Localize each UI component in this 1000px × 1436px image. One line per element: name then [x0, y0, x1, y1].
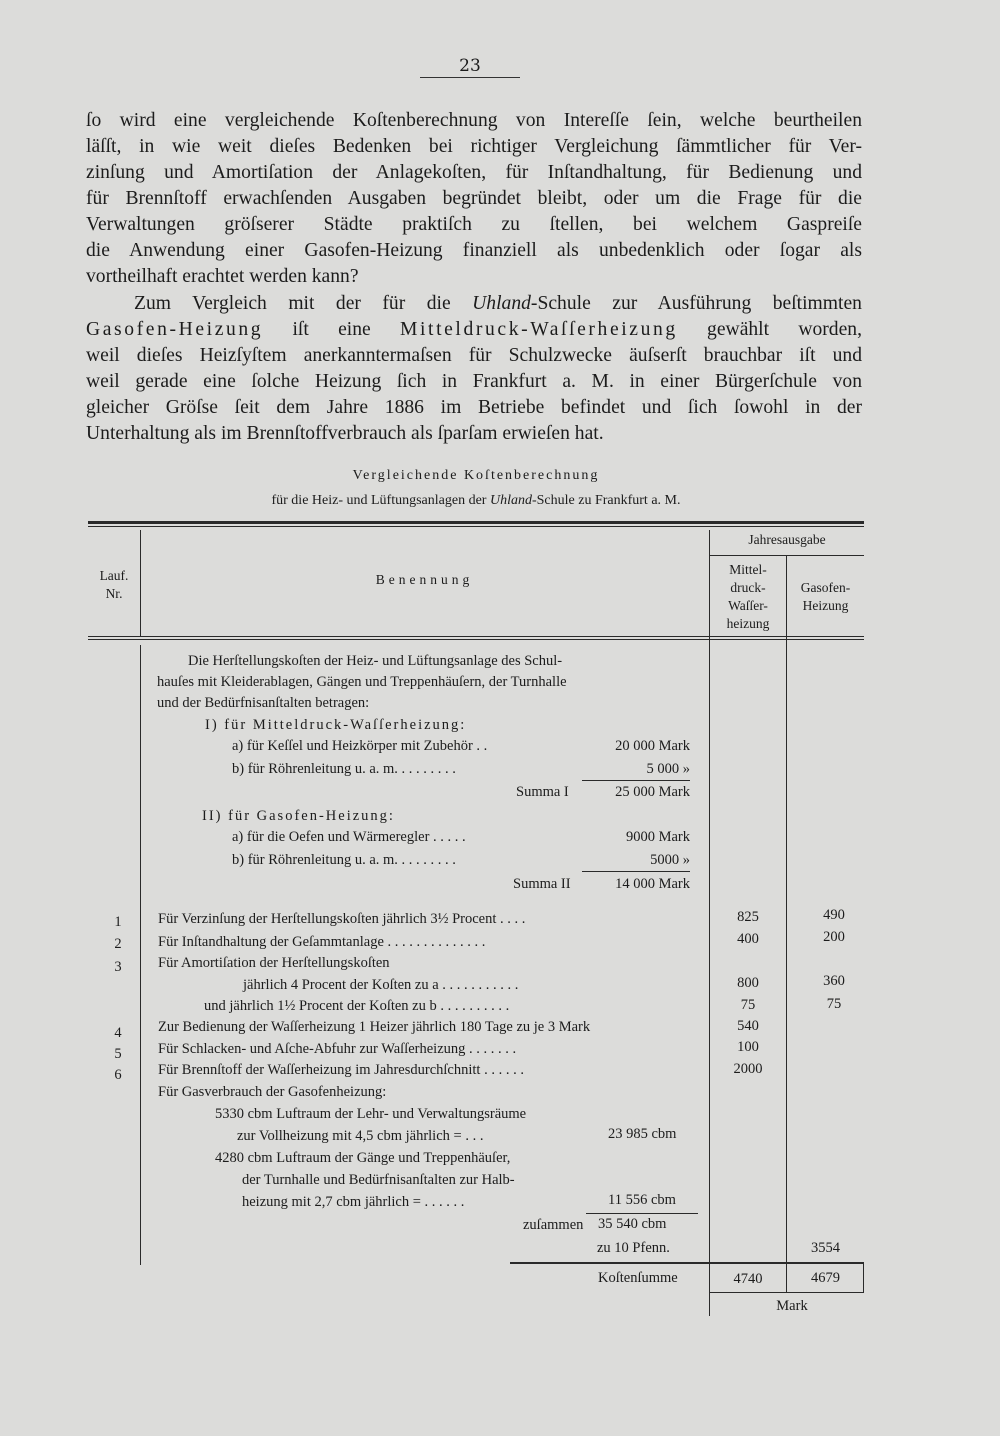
row-value-water: 75	[740, 997, 756, 1013]
sum-label: Summa II	[513, 876, 571, 892]
intro-line: Die Herſtellungskoſten der Heiz- und Lüftungsanlage des Schul-	[188, 653, 563, 669]
row-number: 2	[114, 936, 122, 952]
text-line: weil dieſes Heizſyſtem anerkanntermaſsen für Schulzwecke äuſserſt brauchbar iſt und	[86, 345, 862, 366]
cost-item: a) für die Oefen und Wärmeregler . . . . .	[232, 829, 466, 845]
row-text: Zur Bedienung der Waſſerheizung 1 Heizer jährlich 180 Tage zu je 3 Mark	[158, 1019, 591, 1035]
row-value-water: 800	[737, 975, 759, 991]
gas-value: 23 985 cbm	[608, 1126, 677, 1142]
gas-price-label: zu 10 Pfenn.	[597, 1240, 670, 1256]
text-line: ſo wird eine vergleichende Koſtenberechnung von Intereſſe ſein, welche beurtheilen	[86, 110, 862, 131]
row-value-water: 825	[737, 909, 759, 925]
cost-item: a) für Keſſel und Heizkörper mit Zubehör . .	[232, 738, 488, 754]
section-heading: II) für Gasofen-Heizung:	[202, 808, 395, 824]
sum-value: 25 000 Mark	[615, 784, 690, 800]
header-bottom-rule-2	[88, 639, 864, 640]
page-number: 23	[459, 56, 481, 76]
total-water: 4740	[733, 1271, 763, 1287]
section-heading: I) für Mitteldruck-Waſſerheizung:	[205, 717, 467, 733]
row-value-gas: 490	[823, 907, 845, 923]
cost-value: 5000 »	[650, 852, 690, 868]
total-label: Koſtenſumme	[598, 1270, 678, 1286]
cost-value: 5 000 »	[646, 761, 690, 777]
total-top-rule	[510, 1262, 864, 1264]
cost-value: 9000 Mark	[625, 829, 690, 845]
text-line: Verwaltungen gröſserer Städte praktiſch zu ſtellen, bei welchem Gaspreiſe	[86, 214, 862, 235]
text-line: für Brennſtoff erwachſenden Ausgaben begründet bleibt, oder um die Frage für die	[86, 188, 862, 209]
gas-sum-label: zuſammen	[523, 1217, 584, 1233]
text-line: zinſung und Amortiſation der Anlagekoſten, für Inſtandhaltung, für Bedienung und	[86, 162, 862, 183]
row-number: 4	[114, 1025, 122, 1041]
sum-label: Summa I	[516, 784, 569, 800]
row-value-gas: 360	[823, 973, 845, 989]
row-text: Für Inſtandhaltung der Geſammtanlage . . . . . . . . . . . . . .	[158, 934, 486, 950]
table-top-rule-thin	[88, 526, 864, 527]
gas-line: der Turnhalle und Bedürfnisanſtalten zur Halb-	[242, 1172, 515, 1188]
gas-line: 4280 cbm Luftraum der Gänge und Treppenhäuſer,	[215, 1150, 511, 1166]
text-line: Gasofen-Heizung iſt eine Mitteldruck-Waſſerheizung gewählt worden,	[86, 319, 863, 340]
intro-line: hauſes mit Kleiderablagen, Gängen und Treppenhäuſern, der Turnhalle	[157, 674, 567, 690]
row-value-water: 540	[737, 1018, 759, 1034]
gas-sum-rule	[586, 1213, 698, 1214]
jahresausgabe-rule	[710, 555, 864, 556]
text-line: läſſt, in wie weit dieſes Bedenken bei richtiger Vergleichung ſämmtlicher für Ver-	[86, 136, 862, 157]
gas-line: zur Vollheizung mit 4,5 cbm jährlich = . . .	[237, 1128, 484, 1144]
row-text: Für Schlacken- und Aſche-Abfuhr zur Waſſerheizung . . . . . . .	[158, 1041, 517, 1057]
header-mitteldruck: Mittel- druck- Waſſer- heizung	[726, 562, 770, 631]
sum-value: 14 000 Mark	[615, 876, 690, 892]
table-top-rule	[88, 521, 864, 524]
text-line: vortheilhaft erachtet werden kann?	[86, 266, 359, 287]
text-line: die Anwendung einer Gasofen-Heizung finanziell als unbedenklich oder ſogar als	[86, 240, 862, 261]
table-subtitle: für die Heiz- und Lüftungsanlagen der Uhland-Schule zu Frankfurt a. M.	[271, 493, 681, 508]
header-nr: Nr.	[105, 586, 123, 601]
cost-value: 20 000 Mark	[615, 738, 690, 754]
school-name: Uhland	[472, 293, 531, 314]
sum-rule	[582, 780, 690, 781]
gas-line: Für Gasverbrauch der Gasofenheizung:	[158, 1084, 387, 1100]
row-number: 6	[114, 1067, 122, 1083]
value-column-rule	[709, 530, 710, 1266]
cost-item: b) für Röhrenleitung u. a. m. . . . . . . . .	[232, 852, 456, 868]
row-number: 3	[114, 959, 122, 975]
page-number-rule	[420, 77, 520, 78]
row-number: 1	[114, 914, 122, 930]
row-text: Für Amortiſation der Herſtellungskoſten	[158, 955, 390, 971]
text-line: gleicher Gröſse ſeit dem Jahre 1886 im Betriebe befindet und ſich ſowohl in der	[86, 397, 862, 418]
intro-line: und der Bedürfnisanſtalten betragen:	[157, 695, 370, 711]
header-bottom-rule	[88, 636, 864, 637]
text-line: Zum Vergleich mit der für die Uhland-Schule zur Ausführung beſtimmten	[134, 293, 862, 314]
row-value-gas: 200	[823, 929, 845, 945]
header-lauf: Lauf.	[99, 568, 129, 583]
gas-value: 11 556 cbm	[608, 1192, 676, 1208]
gas-line: heizung mit 2,7 cbm jährlich = . . . . . .	[242, 1194, 465, 1210]
row-text: und jährlich 1½ Procent der Koſten zu b . . . . . . . . . .	[204, 998, 510, 1014]
cost-item: b) für Röhrenleitung u. a. m. . . . . . . . .	[232, 761, 456, 777]
header-jahresausgabe: Jahresausgabe	[748, 532, 826, 547]
text-line: Unterhaltung als im Brennſtoffverbrauch als ſparſam erwieſen hat.	[86, 423, 604, 444]
nr-column-rule	[140, 645, 141, 1265]
header-benennung: Benennung	[375, 572, 474, 587]
row-text: Für Verzinſung der Herſtellungskoſten jährlich 3½ Procent . . . .	[158, 911, 526, 927]
table-title: Vergleichende Koſtenberechnung	[352, 468, 600, 483]
row-value-water: 400	[737, 931, 759, 947]
gas-line: 5330 cbm Luftraum der Lehr- und Verwaltungsräume	[215, 1106, 527, 1122]
row-text: Für Brennſtoff der Waſſerheizung im Jahresdurchſchnitt . . . . . .	[158, 1062, 524, 1078]
row-number: 5	[114, 1046, 122, 1062]
row-value-gas: 75	[826, 996, 842, 1012]
header-gasofen: Gasofen- Heizung	[800, 580, 851, 613]
total-bottom-rule	[710, 1292, 864, 1293]
sum-rule	[582, 871, 690, 872]
text-line: weil gerade eine ſolche Heizung ſich in Frankfurt a. M. in einer Bürgerſchule von	[86, 371, 862, 392]
total-gas: 4679	[811, 1270, 840, 1286]
gas-sum-value: 35 540 cbm	[598, 1216, 667, 1232]
total-unit: Mark	[776, 1298, 808, 1314]
row-value-water: 2000	[733, 1061, 763, 1077]
row-text: jährlich 4 Procent der Koſten zu a . . . . . . . . . . .	[243, 977, 519, 993]
gas-cost-value: 3554	[811, 1240, 840, 1256]
row-value-water: 100	[737, 1039, 759, 1055]
